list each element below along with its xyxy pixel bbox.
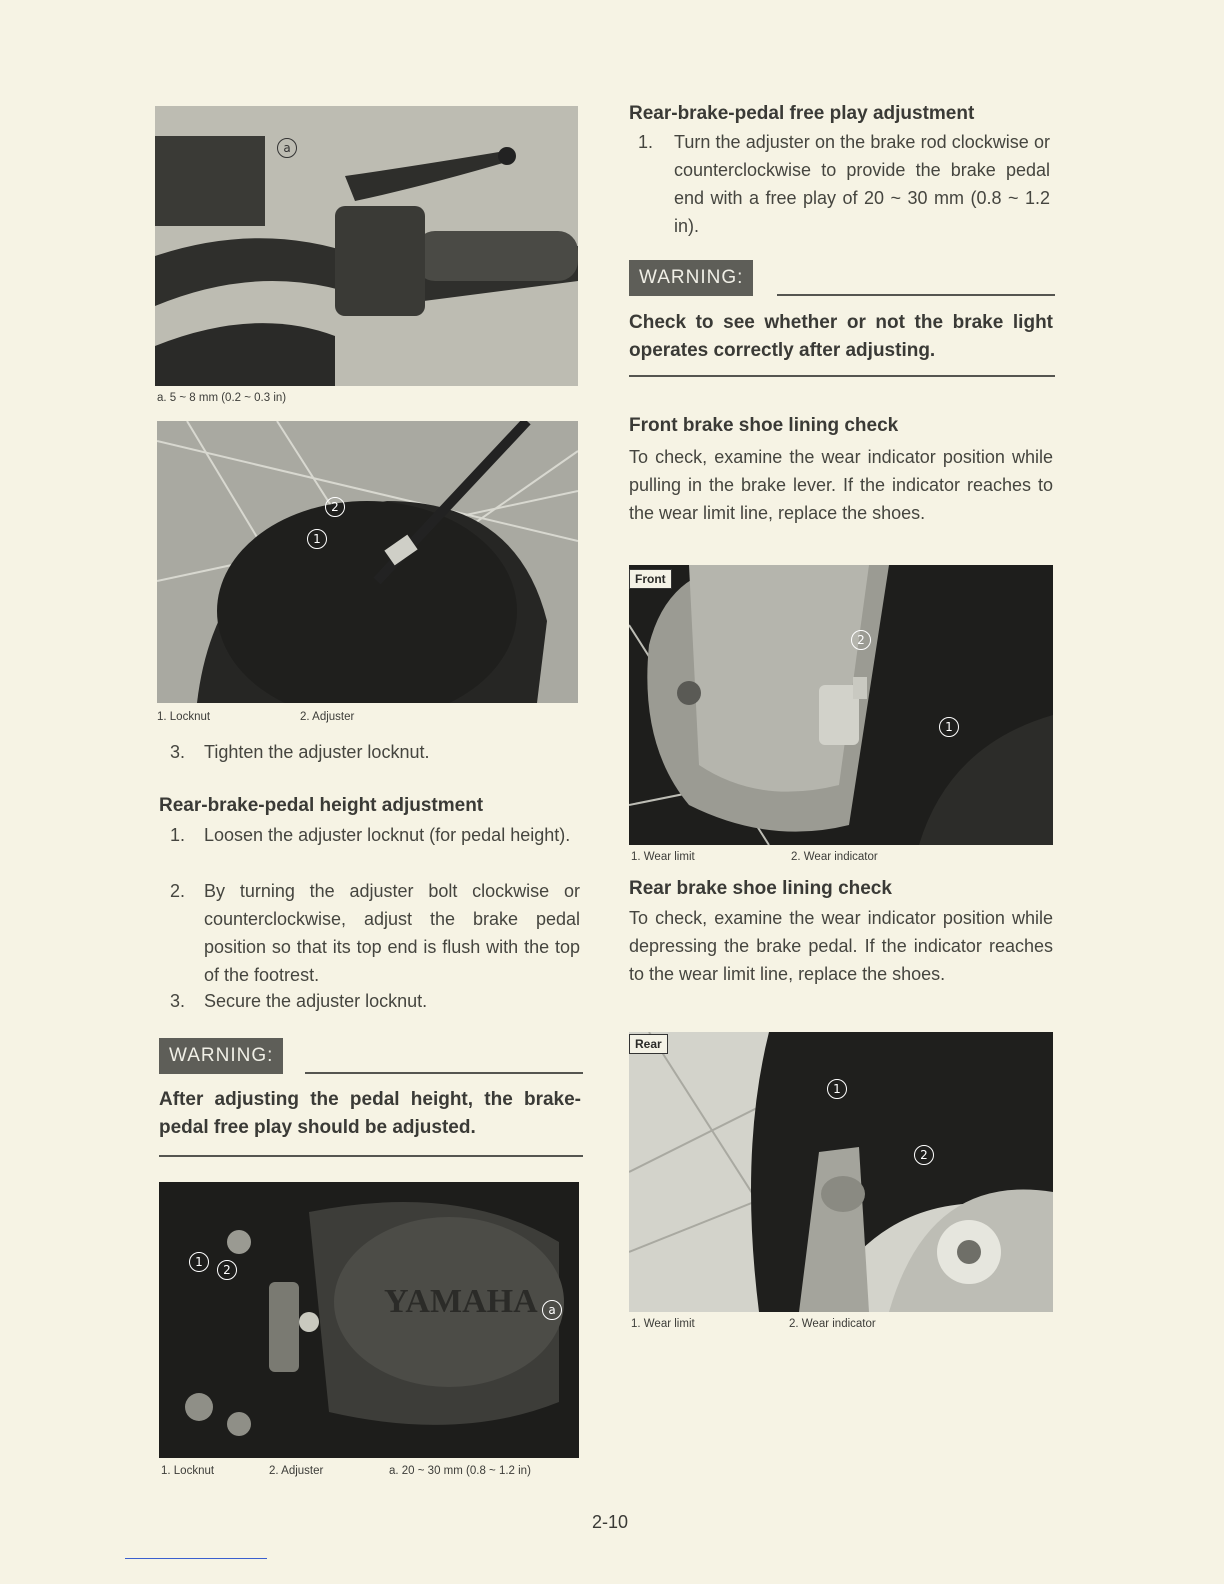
callout-1-icon: 1 <box>189 1252 209 1272</box>
right-warning-rule-bottom <box>629 375 1055 377</box>
callout-1-icon: 1 <box>827 1079 847 1099</box>
caption-clearance: a. 5 ~ 8 mm (0.2 ~ 0.3 in) <box>157 392 287 404</box>
caption-adjuster: 2. Adjuster <box>269 1465 324 1477</box>
yamaha-logo-text: YAMAHA <box>384 1283 538 1320</box>
right-warning-rule-top <box>777 294 1055 296</box>
caption-locknut: 1. Locknut <box>161 1465 215 1477</box>
caption-locknut: 1. Locknut <box>157 711 211 723</box>
rear-tag: Rear <box>629 1034 668 1054</box>
callout-1-icon: 1 <box>939 717 959 737</box>
freeplay-step-1: 1. Turn the adjuster on the brake rod clockwise or counterclockwise to provide the brake pedal end with a free play of 20 ~ 30 mm (0.8 ~ 1.2 in). <box>638 132 1050 236</box>
callout-a-icon: a <box>542 1300 562 1320</box>
left-warning-rule-bottom <box>159 1155 583 1157</box>
callout-2-icon: 2 <box>851 630 871 650</box>
front-tag: Front <box>629 569 672 589</box>
figure-pedal-photo <box>159 1182 579 1458</box>
callout-2-icon: 2 <box>217 1260 237 1280</box>
height-adjustment-heading: Rear-brake-pedal height adjustment <box>159 795 484 816</box>
figure-rear-brake-photo <box>629 1032 1053 1312</box>
caption-adjuster: 2. Adjuster <box>300 711 355 723</box>
caption-wear-limit: 1. Wear limit <box>631 851 695 863</box>
left-warning-text: After adjusting the pedal height, the brake-pedal free play should be adjusted. <box>159 1089 581 1138</box>
rear-lining-heading: Rear brake shoe lining check <box>629 878 892 899</box>
front-lining-text: To check, examine the wear indicator position while pulling in the brake lever. If the indicator reaches to the wear limit line, replace the shoes. <box>629 447 1053 523</box>
caption-freeplay: a. 20 ~ 30 mm (0.8 ~ 1.2 in) <box>389 1465 531 1477</box>
caption-wear-indicator: 2. Wear indicator <box>789 1318 876 1330</box>
callout-1-icon: 1 <box>307 529 327 549</box>
right-warning-text: Check to see whether or not the brake light operates correctly after adjusting. <box>629 312 1053 361</box>
rear-lining-text: To check, examine the wear indicator position while depressing the brake pedal. If the indicator reaches to the wear limit line, replace the shoes. <box>629 908 1053 984</box>
figure-brake-lever-photo <box>155 106 578 386</box>
caption-wear-indicator: 2. Wear indicator <box>791 851 878 863</box>
figure-front-brake-photo <box>629 565 1053 845</box>
footer-link-underline <box>125 1558 267 1559</box>
left-warning-badge: WARNING: <box>159 1038 283 1074</box>
height-step-2: 2. By turning the adjuster bolt clockwise or counterclockwise, adjust the brake pedal position so that its top end is flush with the top of the footrest. <box>170 881 580 985</box>
front-lining-heading: Front brake shoe lining check <box>629 415 899 436</box>
callout-2-icon: 2 <box>325 497 345 517</box>
caption-wear-limit: 1. Wear limit <box>631 1318 695 1330</box>
height-step-1: 1. Loosen the adjuster locknut (for pedal height). <box>170 825 571 845</box>
callout-a-icon: a <box>277 138 297 158</box>
figure-rear-hub-photo <box>157 421 578 703</box>
left-warning-rule-top <box>305 1072 583 1074</box>
height-step-3: 3. Secure the adjuster locknut. <box>170 991 428 1011</box>
right-warning-badge: WARNING: <box>629 260 753 296</box>
freeplay-heading: Rear-brake-pedal free play adjustment <box>629 103 975 124</box>
step-3-tighten: 3. Tighten the adjuster locknut. <box>170 742 430 762</box>
page-number: 2-10 <box>592 1512 629 1532</box>
callout-2-icon: 2 <box>914 1145 934 1165</box>
